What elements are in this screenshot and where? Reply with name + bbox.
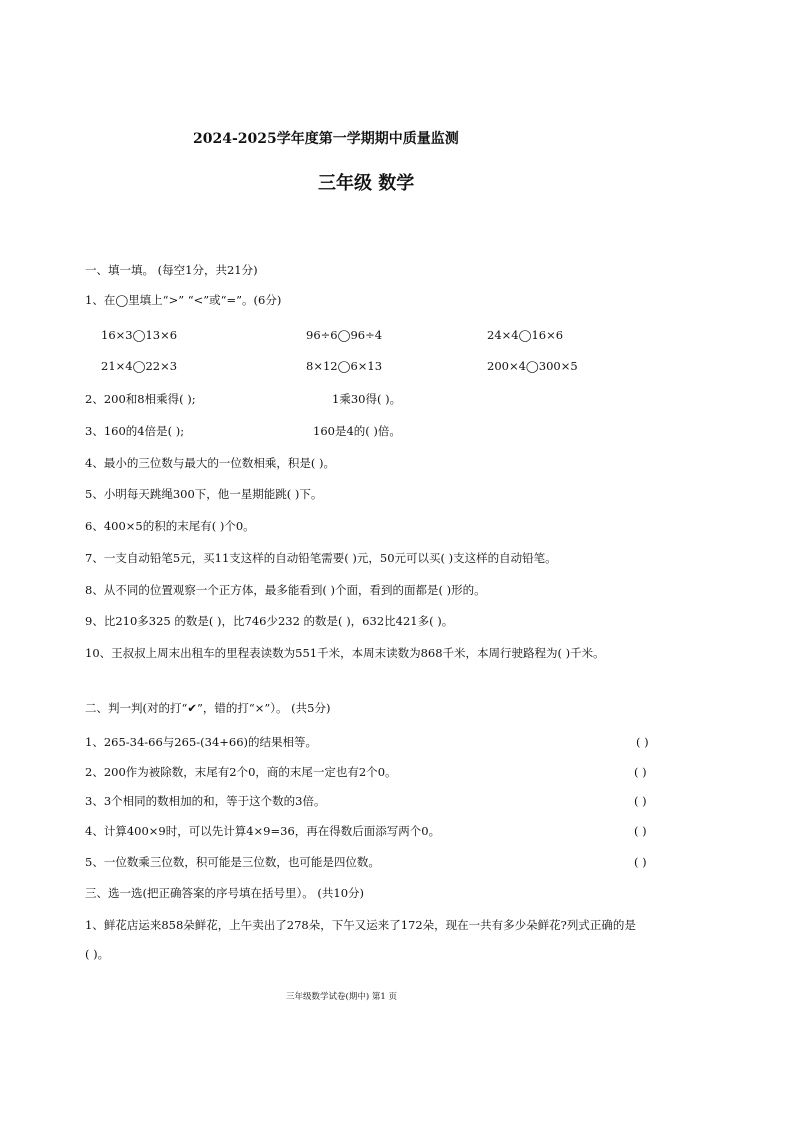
judge-item: 3、3个相同的数相加的和，等于这个数的3倍。 xyxy=(85,794,326,808)
exam-subtitle: 三年级 数学 xyxy=(318,173,415,194)
judge-item: 2、200作为被除数，末尾有2个0，商的末尾一定也有2个0。 xyxy=(85,765,397,779)
question-1-7: 7、一支自动铅笔5元，买11支这样的自动铅笔需要( )元，50元可以买( )支这样的自动铅笔。 xyxy=(85,551,557,565)
question-1-5: 5、小明每天跳绳300下，他一星期能跳( )下。 xyxy=(85,487,323,501)
question-1-3a: 3、160的4倍是( ); xyxy=(85,424,185,438)
page-footer: 三年级数学试卷(期中) 第1 页 xyxy=(286,992,397,1002)
compare-expr: 200×4◯300×5 xyxy=(487,359,578,373)
answer-bracket: ( ) xyxy=(634,765,647,779)
section2-heading: 二、判一判(对的打“✔”，错的打“×”）。 (共5分) xyxy=(85,701,331,715)
choice-question-1: 1、鲜花店运来858朵鲜花，上午卖出了278朵，下午又运来了172朵，现在一共有多少朵鲜花?列式正确的是 xyxy=(85,918,636,932)
answer-bracket: ( ) xyxy=(634,794,647,808)
compare-expr: 24×4◯16×6 xyxy=(487,328,564,342)
section1-heading: 一、填一填。 (每空1分，共21分) xyxy=(85,263,258,277)
compare-expr: 21×4◯22×3 xyxy=(101,359,178,373)
question-1-10: 10、王叔叔上周末出租车的里程表读数为551千米，本周末读数为868千米，本周行驶路程为( )千米。 xyxy=(85,646,605,660)
answer-bracket: ( ) xyxy=(634,824,647,838)
exam-title: 2024-2025学年度第一学期期中质量监测 xyxy=(193,131,459,147)
question-1-1: 1、在◯里填上“>” “<”或“=”。(6分) xyxy=(85,293,282,307)
answer-bracket: ( ) xyxy=(636,735,649,749)
question-1-4: 4、最小的三位数与最大的一位数相乘，积是( )。 xyxy=(85,456,335,470)
question-1-6: 6、400×5的积的末尾有( )个0。 xyxy=(85,519,255,533)
question-1-2a: 2、200和8相乘得( ); xyxy=(85,392,196,406)
answer-bracket: ( ) xyxy=(634,855,647,869)
judge-item: 1、265-34-66与265-(34+66)的结果相等。 xyxy=(85,735,318,749)
compare-expr: 8×12◯6×13 xyxy=(306,359,383,373)
judge-item: 4、计算400×9时，可以先计算4×9=36，再在得数后面添写两个0。 xyxy=(85,824,441,838)
judge-item: 5、一位数乘三位数，积可能是三位数，也可能是四位数。 xyxy=(85,855,380,869)
question-1-2b: 1乘30得( )。 xyxy=(332,392,402,406)
compare-expr: 16×3◯13×6 xyxy=(101,328,178,342)
question-1-3b: 160是4的( )倍。 xyxy=(313,424,401,438)
compare-expr: 96÷6◯96÷4 xyxy=(306,328,383,342)
choice-question-1-answer: ( )。 xyxy=(85,947,110,961)
question-1-9: 9、比210多325 的数是( )，比746少232 的数是( )，632比421多( )。 xyxy=(85,614,454,628)
question-1-8: 8、从不同的位置观察一个正方体，最多能看到( )个面，看到的面都是( )形的。 xyxy=(85,583,486,597)
section3-heading: 三、选一选(把正确答案的序号填在括号里）。 (共10分) xyxy=(85,886,364,900)
